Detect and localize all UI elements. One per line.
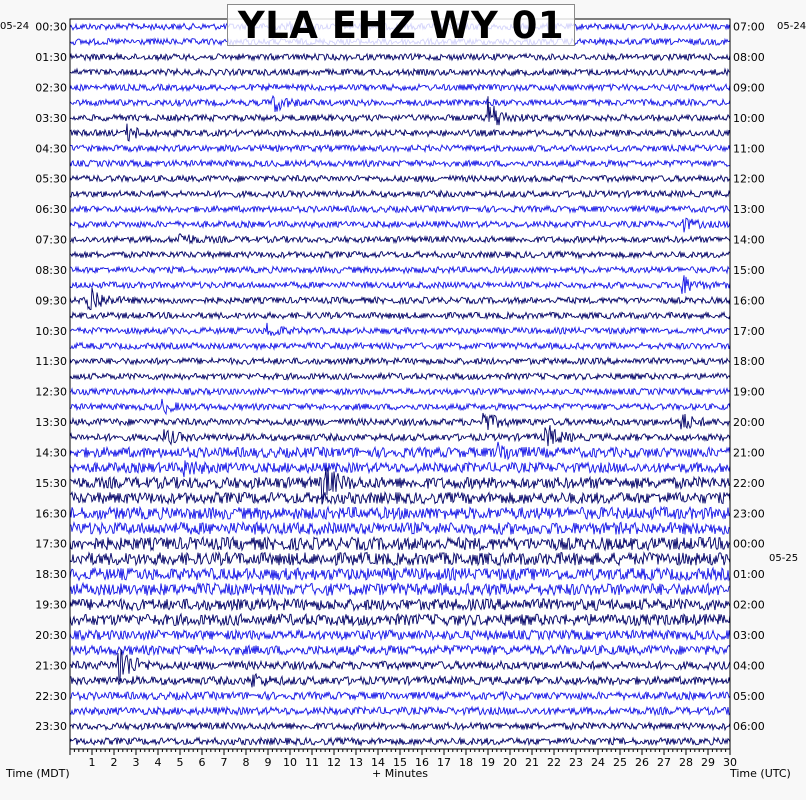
right-time-label: 07:00 bbox=[733, 20, 765, 34]
x-tick-label: 18 bbox=[459, 756, 473, 769]
x-tick-label: 26 bbox=[635, 756, 649, 769]
title-box bbox=[227, 4, 575, 46]
left-time-label: 11:30 bbox=[35, 355, 67, 369]
right-time-label: 02:00 bbox=[733, 598, 765, 612]
x-tick-label: 27 bbox=[657, 756, 671, 769]
x-tick-label: 19 bbox=[481, 756, 495, 769]
right-time-label: 01:00 bbox=[733, 568, 765, 582]
right-date-label: 05-24 bbox=[777, 21, 806, 32]
left-time-label: 20:30 bbox=[35, 628, 67, 642]
x-tick-label: 4 bbox=[154, 756, 162, 769]
plot-area-bg bbox=[70, 19, 730, 749]
left-time-label: 22:30 bbox=[35, 689, 67, 703]
x-tick-label: 21 bbox=[525, 756, 539, 769]
left-time-label: 05:30 bbox=[35, 172, 67, 186]
x-axis-right-label: Time (UTC) bbox=[730, 767, 791, 780]
x-tick-label: 6 bbox=[198, 756, 206, 769]
left-time-label: 01:30 bbox=[35, 51, 67, 65]
right-time-label: 06:00 bbox=[733, 720, 765, 734]
right-time-label: 03:00 bbox=[733, 628, 765, 642]
left-time-label: 08:30 bbox=[35, 263, 67, 277]
x-tick-label: 22 bbox=[547, 756, 561, 769]
right-time-labels bbox=[733, 21, 765, 734]
x-tick-label: 2 bbox=[110, 756, 118, 769]
left-time-label: 03:30 bbox=[35, 111, 67, 125]
x-tick-label: 23 bbox=[569, 756, 583, 769]
x-tick-label: 1 bbox=[88, 756, 96, 769]
x-axis-left-label: Time (MDT) bbox=[6, 767, 70, 780]
right-time-label: 17:00 bbox=[733, 324, 765, 338]
right-time-label: 20:00 bbox=[733, 416, 765, 430]
x-tick-label: 14 bbox=[371, 756, 385, 769]
left-time-label: 23:30 bbox=[35, 720, 67, 734]
right-time-label: 14:00 bbox=[733, 233, 765, 247]
right-time-label: 11:00 bbox=[733, 142, 765, 156]
x-tick-label: 13 bbox=[349, 756, 363, 769]
left-time-label: 17:30 bbox=[35, 537, 67, 551]
left-time-label: 18:30 bbox=[35, 568, 67, 582]
x-tick-label: 12 bbox=[327, 756, 341, 769]
right-time-label: 12:00 bbox=[733, 172, 765, 186]
left-time-labels bbox=[35, 21, 67, 734]
tick-group bbox=[70, 749, 730, 755]
x-tick-label: 5 bbox=[176, 756, 184, 769]
left-time-label: 15:30 bbox=[35, 476, 67, 490]
left-time-label: 02:30 bbox=[35, 81, 67, 95]
right-time-label: 08:00 bbox=[733, 51, 765, 65]
right-date-change-label: 05-25 bbox=[769, 553, 799, 564]
x-tick-label: 10 bbox=[283, 756, 297, 769]
left-date-label: 05-24 bbox=[0, 21, 30, 32]
x-tick-label: 29 bbox=[701, 756, 715, 769]
x-axis-center-label: + Minutes bbox=[372, 767, 429, 780]
left-time-label: 10:30 bbox=[35, 324, 67, 338]
right-time-label: 10:00 bbox=[733, 111, 765, 125]
x-tick-label: 9 bbox=[264, 756, 272, 769]
right-time-label: 19:00 bbox=[733, 385, 765, 399]
right-time-label: 16:00 bbox=[733, 294, 765, 308]
left-time-label: 14:30 bbox=[35, 446, 67, 460]
left-time-label: 06:30 bbox=[35, 203, 67, 217]
x-tick-label: 24 bbox=[591, 756, 605, 769]
right-time-label: 13:00 bbox=[733, 203, 765, 217]
left-time-label: 07:30 bbox=[35, 233, 67, 247]
x-tick-label: 30 bbox=[723, 756, 737, 769]
left-time-label: 16:30 bbox=[35, 507, 67, 521]
right-time-label: 18:00 bbox=[733, 355, 765, 369]
left-time-label: 19:30 bbox=[35, 598, 67, 612]
left-time-label: 04:30 bbox=[35, 142, 67, 156]
right-time-label: 22:00 bbox=[733, 476, 765, 490]
chart-title: YLA EHZ WY 01 bbox=[237, 3, 565, 47]
right-time-label: 21:00 bbox=[733, 446, 765, 460]
left-time-label: 00:30 bbox=[35, 20, 67, 34]
x-tick-label: 15 bbox=[393, 756, 407, 769]
left-time-label: 13:30 bbox=[35, 416, 67, 430]
left-time-label: 21:30 bbox=[35, 659, 67, 673]
right-time-label: 00:00 bbox=[733, 537, 765, 551]
x-tick-label: 20 bbox=[503, 756, 517, 769]
x-tick-label: 16 bbox=[415, 756, 429, 769]
right-time-label: 15:00 bbox=[733, 263, 765, 277]
right-time-label: 09:00 bbox=[733, 81, 765, 95]
x-tick-label: 28 bbox=[679, 756, 693, 769]
right-time-label: 23:00 bbox=[733, 507, 765, 521]
x-tick-label: 8 bbox=[242, 756, 250, 769]
x-tick-label: 11 bbox=[305, 756, 319, 769]
right-time-label: 04:00 bbox=[733, 659, 765, 673]
x-tick-label: 3 bbox=[132, 756, 140, 769]
left-time-label: 09:30 bbox=[35, 294, 67, 308]
left-time-label: 12:30 bbox=[35, 385, 67, 399]
x-tick-label: 17 bbox=[437, 756, 451, 769]
x-tick-label: 7 bbox=[220, 756, 228, 769]
x-tick-label: 25 bbox=[613, 756, 627, 769]
right-time-label: 05:00 bbox=[733, 689, 765, 703]
